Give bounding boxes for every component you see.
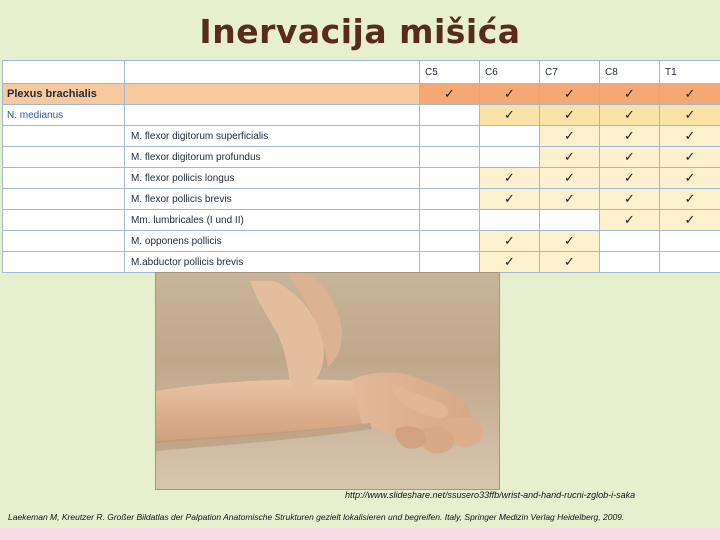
segment-cell	[420, 231, 480, 252]
hand-illustration	[156, 273, 499, 489]
table-row	[3, 126, 720, 147]
segment-cell	[540, 210, 600, 231]
muscle-name: Mm. lumbricales (I und II)	[125, 210, 420, 231]
segment-cell	[480, 252, 540, 273]
muscle-name: M. flexor pollicis longus	[125, 168, 420, 189]
muscle-name: M. flexor digitorum profundus	[125, 147, 420, 168]
segment-cell	[540, 84, 600, 105]
segment-cell	[600, 210, 660, 231]
row-label	[3, 147, 125, 168]
check-icon: ✓	[684, 128, 696, 143]
check-icon: ✓	[504, 170, 515, 185]
segment-cell	[480, 168, 540, 189]
segment-cell	[660, 210, 720, 231]
segment-cell	[600, 126, 660, 147]
bottom-band	[0, 528, 720, 540]
muscle-name: M. flexor digitorum superficialis	[125, 126, 420, 147]
segment-cell	[480, 105, 540, 126]
segment-cell	[600, 147, 660, 168]
check-icon: ✓	[624, 128, 635, 143]
segment-cell	[540, 105, 600, 126]
segment-cell	[420, 189, 480, 210]
check-icon: ✓	[624, 86, 635, 101]
table-row	[3, 231, 720, 252]
segment-cell	[540, 147, 600, 168]
segment-cell	[420, 147, 480, 168]
muscle-name: M. opponens pollicis	[125, 231, 420, 252]
check-icon: ✓	[564, 233, 575, 248]
row-label	[3, 210, 125, 231]
check-icon: ✓	[624, 212, 635, 227]
segment-cell	[660, 84, 720, 105]
table-row	[3, 189, 720, 210]
check-icon: ✓	[684, 149, 696, 164]
slide-title: Inervacija mišića	[199, 12, 521, 51]
segment-cell	[480, 126, 540, 147]
segment-header: C7	[540, 61, 600, 84]
row-label	[3, 231, 125, 252]
segment-header: C6	[480, 61, 540, 84]
segment-cell	[660, 105, 720, 126]
muscle-name: M.abductor pollicis brevis	[125, 252, 420, 273]
segment-cell	[480, 147, 540, 168]
segment-cell	[420, 210, 480, 231]
segment-cell	[600, 168, 660, 189]
row-label	[3, 189, 125, 210]
muscle-name	[125, 84, 420, 105]
muscle-name: M. flexor pollicis brevis	[125, 189, 420, 210]
check-icon: ✓	[624, 170, 635, 185]
table-row	[3, 252, 720, 273]
row-label: N. medianus	[3, 105, 125, 126]
check-icon: ✓	[564, 149, 575, 164]
row-label	[3, 252, 125, 273]
innervation-table	[2, 60, 720, 273]
row-label: Plexus brachialis	[3, 84, 125, 105]
check-icon: ✓	[684, 191, 696, 206]
segment-cell	[540, 168, 600, 189]
check-icon: ✓	[504, 86, 515, 101]
segment-cell	[540, 126, 600, 147]
segment-cell	[420, 126, 480, 147]
segment-cell	[600, 105, 660, 126]
check-icon: ✓	[684, 170, 696, 185]
check-icon: ✓	[564, 107, 575, 122]
segment-cell	[540, 252, 600, 273]
segment-cell	[480, 84, 540, 105]
check-icon: ✓	[564, 128, 575, 143]
check-icon: ✓	[624, 191, 635, 206]
check-icon: ✓	[444, 86, 455, 101]
segment-cell	[420, 105, 480, 126]
check-icon: ✓	[684, 86, 696, 101]
check-icon: ✓	[504, 191, 515, 206]
segment-cell	[420, 84, 480, 105]
table-row	[3, 84, 720, 105]
segment-cell	[480, 210, 540, 231]
wrist-palpation-photo	[156, 273, 499, 489]
check-icon: ✓	[624, 107, 635, 122]
check-icon: ✓	[624, 149, 635, 164]
segment-header: T1	[660, 61, 720, 84]
segment-cell	[660, 126, 720, 147]
source-url: http://www.slideshare.net/ssusero33ffb/wrist-and-hand-rucni-zglob-i-saka	[345, 490, 636, 500]
segment-cell	[660, 189, 720, 210]
row-label	[3, 126, 125, 147]
table-row	[3, 210, 720, 231]
table-row	[3, 105, 720, 126]
check-icon: ✓	[504, 233, 515, 248]
muscle-name	[125, 105, 420, 126]
segment-cell	[480, 189, 540, 210]
segment-cell	[600, 252, 660, 273]
segment-cell	[420, 252, 480, 273]
table-header-row	[3, 61, 720, 84]
header-blank-muscle	[125, 61, 420, 84]
table-row	[3, 147, 720, 168]
segment-cell	[600, 84, 660, 105]
segment-cell	[660, 147, 720, 168]
check-icon: ✓	[564, 254, 575, 269]
segment-cell	[660, 252, 720, 273]
row-label	[3, 168, 125, 189]
segment-header: C5	[420, 61, 480, 84]
segment-cell	[600, 231, 660, 252]
segment-cell	[480, 231, 540, 252]
segment-header: C8	[600, 61, 660, 84]
check-icon: ✓	[504, 107, 515, 122]
citation: Laekeman M, Kreutzer R. Großer Bildatlas der Palpation Anatomische Strukturen gezielt lokalisieren und begreifen. Italy, Springer Medizin Verlag Heidelberg, 2009.	[8, 512, 625, 522]
segment-cell	[600, 189, 660, 210]
segment-cell	[420, 168, 480, 189]
segment-cell	[540, 189, 600, 210]
header-blank-label	[3, 61, 125, 84]
check-icon: ✓	[564, 86, 575, 101]
check-icon: ✓	[504, 254, 515, 269]
segment-cell	[660, 168, 720, 189]
check-icon: ✓	[684, 212, 696, 227]
table-row	[3, 168, 720, 189]
check-icon: ✓	[684, 107, 696, 122]
segment-cell	[540, 231, 600, 252]
check-icon: ✓	[564, 191, 575, 206]
check-icon: ✓	[564, 170, 575, 185]
segment-cell	[660, 231, 720, 252]
